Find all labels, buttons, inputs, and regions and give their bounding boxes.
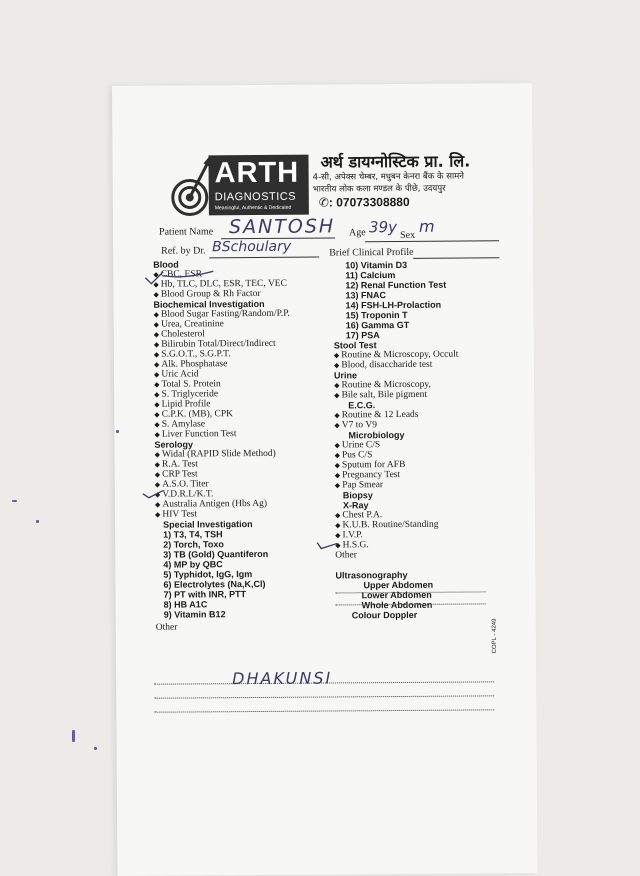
- special-heading: Special Investigation: [163, 519, 253, 530]
- stool-heading: Stool Test: [333, 340, 377, 351]
- sex-label: Sex: [400, 229, 416, 241]
- test-item: ◆ Blood Group & Rh Factor: [153, 288, 261, 300]
- brand-logo: [208, 155, 308, 216]
- test-item: ◆ K.U.B. Routine/Standing: [335, 519, 439, 531]
- test-item: ◆ Routine & Microscopy, Occult: [333, 349, 459, 361]
- test-item: ◆ Hb, TLC, DLC, ESR, TEC, VEC: [153, 278, 287, 290]
- ink-speck: [94, 747, 97, 750]
- right-column: [333, 260, 460, 621]
- test-item: ◆ Uric Acid: [153, 369, 199, 380]
- tick-mark-icon: [143, 267, 223, 288]
- test-item: ◆ Cholesterol: [153, 329, 205, 340]
- test-item: ◆ R.A. Test: [154, 459, 198, 470]
- test-item: ◆ Blood Sugar Fasting/Random/P.P.: [153, 308, 290, 320]
- other-label: Other: [155, 622, 178, 633]
- lab-name-hindi: अर्थ डायग्नोस्टिक प्रा. लि.: [320, 151, 471, 172]
- test-item: Upper Abdomen: [363, 579, 434, 591]
- age-value: 39y: [368, 218, 398, 237]
- test-item: 7) PT with INR, PTT: [163, 589, 247, 600]
- test-item: ◆ Blood, disaccharide test: [333, 359, 433, 371]
- test-item: ◆ A.S.O. Titer: [154, 479, 209, 490]
- biochem-heading: Biochemical Investigation: [153, 298, 265, 310]
- other-dotted-line: [154, 709, 494, 712]
- test-item: 17) PSA: [345, 330, 380, 341]
- test-item: 1) T3, T4, TSH: [163, 529, 223, 540]
- test-item: ◆ S.G.O.T., S.G.P.T.: [153, 349, 231, 360]
- lab-phone: [319, 195, 410, 210]
- form-code: COPL - 4249: [491, 618, 498, 654]
- test-item: 11) Calcium: [345, 270, 396, 281]
- test-item: 10) Vitamin D3: [345, 259, 408, 271]
- right-other-label: Other: [335, 550, 357, 561]
- test-item: 16) Gamma GT: [345, 319, 410, 331]
- phone-icon: ✆: [318, 195, 329, 210]
- test-item: Lower Abdomen: [361, 589, 432, 601]
- test-item: ◆ S. Triglyceride: [154, 389, 219, 400]
- age-sex-line: [365, 240, 499, 242]
- test-item: ◆ V7 to V9: [334, 420, 378, 431]
- test-item: ◆ V.D.R.L/K.T.: [154, 489, 214, 500]
- lab-address-line2: भारतीय लोक कला मण्डल के पीछे, उदयपुर: [312, 183, 446, 195]
- test-item: 4) MP by QBC: [163, 559, 223, 570]
- lab-phone-number: : 07073308880: [328, 194, 410, 210]
- ecg-heading: E.C.G.: [348, 400, 376, 411]
- test-item: ◆ Lipid Profile: [154, 399, 211, 410]
- ink-speck: [12, 500, 17, 502]
- test-item: ◆ Alk. Phosphatase: [153, 359, 228, 370]
- test-item: ◆ H.S.G.: [335, 540, 369, 551]
- left-column: [153, 259, 292, 633]
- test-item: ◆ I.V.P.: [335, 530, 363, 541]
- test-item: ◆ HIV Test: [154, 509, 198, 520]
- test-item: ◆ Bilirubin Total/Direct/Indirect: [153, 338, 276, 350]
- test-item: 8) HB A1C: [163, 599, 208, 610]
- test-item: 14) FSH-LH-Prolaction: [345, 299, 442, 311]
- requisition-form: [112, 83, 538, 876]
- test-item: 12) Renal Function Test: [345, 279, 447, 291]
- ref-label: Ref. by Dr.: [161, 245, 206, 257]
- brand-sub: DIAGNOSTICS: [214, 190, 297, 204]
- ref-doctor-value: BSchoulary: [212, 238, 292, 256]
- test-item: ◆ Pregnancy Test: [334, 469, 401, 481]
- test-item: Colour Doppler: [351, 609, 418, 621]
- other-handwritten-value: DHAKUNSI: [232, 668, 333, 689]
- test-item: ◆ S. Amylase: [154, 419, 206, 430]
- test-item: ◆ CBC, ESR: [153, 269, 202, 280]
- test-item: 13) FNAC: [345, 290, 387, 301]
- brief-clinical-profile-label: Brief Clinical Profile: [329, 246, 414, 259]
- brand-tagline: Meaningful, Authentic & Dedicated: [214, 204, 292, 212]
- urine-heading: Urine: [333, 370, 358, 381]
- lab-address-line1: 4-सी, अपेक्स चेम्बर, मधुबन केनरा बैंक के सामने: [312, 171, 465, 183]
- test-item: ◆ Bile salt, Bile pigment: [334, 389, 428, 401]
- patient-name-value: SANTOSH: [228, 215, 336, 239]
- test-item: ◆ CRP Test: [154, 469, 198, 480]
- ink-speck: [36, 520, 39, 523]
- age-label: Age: [348, 227, 366, 239]
- test-item: ◆ Liver Function Test: [154, 429, 237, 440]
- test-item: 2) Torch, Toxo: [163, 539, 224, 550]
- brand-name: ARTH: [214, 156, 300, 190]
- other-dotted-line: [154, 695, 494, 698]
- biopsy-heading: Biopsy: [342, 490, 373, 501]
- test-item: ◆ Routine & Microscopy,: [334, 379, 431, 391]
- blood-heading: Blood: [153, 259, 179, 270]
- test-item: ◆ Sputum for AFB: [334, 459, 406, 471]
- sex-value: m: [418, 216, 435, 236]
- xray-heading: X-Ray: [342, 500, 369, 511]
- test-item: 15) Troponin T: [345, 309, 408, 321]
- ultrasonography-heading: Ultrasonography: [335, 569, 408, 581]
- test-item: ◆ Widal (RAPID Slide Method): [154, 448, 276, 460]
- test-item: ◆ Urine C/S: [334, 440, 381, 451]
- test-item: ◆ Australia Antigen (Hbs Ag): [154, 498, 268, 510]
- test-item: ◆ Pap Smear: [334, 480, 384, 491]
- tick-mark-icon: [141, 488, 165, 500]
- ink-speck: [116, 430, 119, 433]
- test-item: ◆ Urea, Creatinine: [153, 319, 224, 330]
- test-item: ◆ Pus C/S: [334, 450, 373, 461]
- test-item: ◆ Routine & 12 Leads: [334, 409, 419, 421]
- patient-name-label: Patient Name: [158, 226, 214, 238]
- microbiology-heading: Microbiology: [348, 429, 405, 441]
- test-item: ◆ Chest P.A.: [334, 510, 383, 521]
- test-item: Whole Abdomen: [361, 599, 433, 611]
- serology-heading: Serology: [154, 439, 194, 450]
- test-item: 9) Vitamin B12: [163, 609, 226, 620]
- test-item: 5) Typhidot, IgG, Igm: [163, 569, 253, 580]
- test-item: 3) TB (Gold) Quantiferon: [163, 548, 269, 560]
- test-item: ◆ Total S. Protein: [154, 379, 221, 390]
- target-logo-icon: [164, 155, 214, 217]
- test-item: 6) Electrolytes (Na,K,Cl): [163, 578, 266, 590]
- ink-speck: [72, 730, 75, 742]
- test-item: ◆ C.P.K. (MB), CPK: [154, 409, 234, 420]
